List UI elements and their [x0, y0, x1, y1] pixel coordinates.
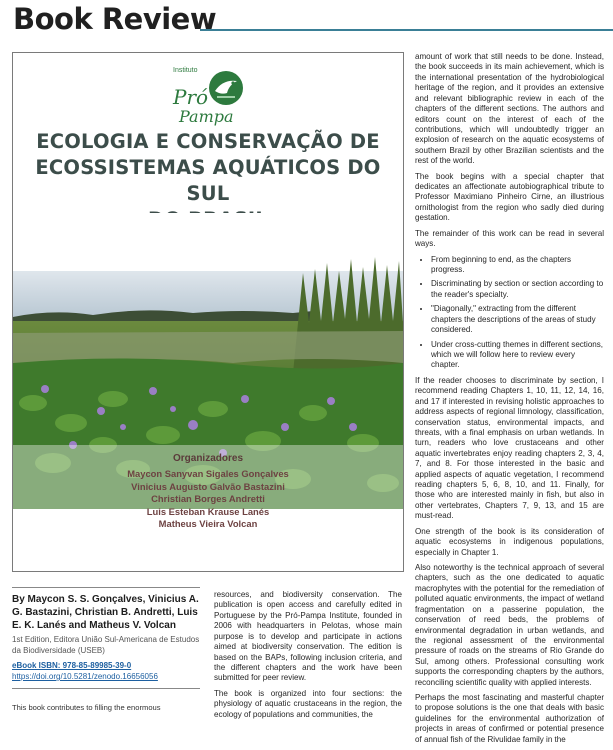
logo-pampa-label: Pampa	[179, 107, 234, 126]
credits-divider-top	[12, 587, 200, 588]
paragraph: One strength of the book is its consideration of aquatic ecosystems in indigenous populations, especially in Chapter 1.	[415, 526, 604, 557]
organizer-name: Luis Esteban Krause Lanés	[146, 505, 270, 517]
paragraph: amount of work that still needs to be done. Instead, the book succeeds in its main achievement, which is the international presentation of the hydrobiological heritage of the region, and it provides an extensive and relevant bibliographic review in each of the chapters of the different sections. The authors and editors count on the interest of each of the contributions, which will undoubtedly trigger an explosion of research on the aquatic ecosystems of southern Brazil by other Brazilian scientists and the rest of the world.	[415, 52, 604, 166]
organizer-name: Vinicius Augusto Galvão Bastazini	[131, 480, 285, 492]
paragraph: The remainder of this work can be read in several ways.	[415, 228, 604, 249]
paragraph: The book is organized into four sections: the physiology of aquatic crustaceans in the region, the ecology of populations and communities, the	[214, 688, 402, 719]
paragraph: The book begins with a special chapter that dedicates an affectionate autobiographical tribute to Professor Maximiano Pinheiro Cirne, an illustrious ornithologist from the region who sadly died during gestation.	[415, 171, 604, 223]
body-text-start: This book contributes to filling the enormous	[12, 703, 161, 712]
doi-link[interactable]: https://doi.org/10.5281/zenodo.16656056	[12, 672, 158, 681]
isbn-link[interactable]: eBook ISBN: 978-85-89985-39-0	[12, 661, 132, 670]
paragraph: resources, and biodiversity conservation. The publication is open access and carefully edited in Portuguese by the Pró-Pampa Institute, founded in 2006 with headquarters in Pelotas, whose main purpose is to develop and participate in actions aimed at biodiversity conservation. The edition is based on the BAPs, following inclusion criteria, and the different chapters and the work have been submitted for peer review.	[214, 590, 402, 683]
middle-column	[214, 590, 402, 725]
organizers-block	[13, 453, 403, 531]
credits-divider-bottom	[12, 688, 200, 689]
book-authors: By Maycon S. S. Gonçalves, Vinicius A. G. Bastazini, Christian B. Andretti, Luis E. K. Lanés and Matheus V. Volcan	[12, 594, 199, 632]
logo-institute-label: Instituto	[173, 67, 198, 74]
list-item: • Under cross-cutting themes in different sections, which we will follow here to review every chapter.	[431, 340, 604, 371]
paragraph: Also noteworthy is the technical approach of several chapters, such as the one dedicated to aquatic macrophytes with the potential for the remediation of polluted aquatic environments, the impact of wetland fragmentation on a passerine population, the conservation of reed beds, the problems of environmental degradation in urban wetlands, and the regional assessment of the environmental pressure of roads on the streams of Rio Grande do Sul, among others. Professional consulting work supports the corresponding chapters by the authors, reconciling scientific quality with applied interests.	[415, 562, 604, 687]
book-cover	[12, 52, 404, 572]
reading-ways-list	[415, 255, 604, 371]
right-column	[415, 52, 604, 750]
heading-rule	[200, 29, 613, 31]
cover-title-line: ECOLOGIA E CONSERVAÇÃO DE	[36, 130, 380, 153]
list-item: • Discriminating by section or section according to the reader's specialty.	[431, 279, 604, 300]
organizer-name: Matheus Vieira Volcan	[158, 518, 258, 530]
list-item: • "Diagonally," extracting from the different chapters the descriptions of the areas of study considered.	[431, 304, 604, 335]
paragraph: Perhaps the most fascinating and masterful chapter to propose solutions is the one that deals with basic guidelines for the environmental authorization of projects in areas of confirmed or potential presence of annual fish of the Rivulidae family in the	[415, 693, 604, 744]
book-edition: 1st Edition, Editora União Sul-Americana de Estudos da Biodiversidade (USEB)	[12, 635, 200, 655]
organizers-heading: Organizadores	[172, 453, 244, 464]
bird-logo-icon	[207, 69, 245, 107]
paragraph: If the reader chooses to discriminate by section, I recommend reading Chapters 1, 10, 11, 12, 14, 16, and 17 if interested in revising holistic approaches to address aspects of regional limnology, classification, conservation status, environmental impacts, and threats, with a final emphasis on urban wetlands. In turn, readers who love crustaceans and other aquatic invertebrates enjoy reading chapters 2, 3, 4, 7, and 8. For those interested in the basic and applied aspects of aquatic vegetation, I recommend reading chapters 5, 6, 8, 10, and 11. Finally, for those who are interested mainly in fish, but also in other vertebrates, Chapters 7, 9, 13, and 15 are must-read.	[415, 375, 604, 521]
cover-title-line: ECOSSISTEMAS AQUÁTICOS DO SUL	[35, 156, 381, 205]
page-heading: Book Review	[13, 2, 217, 36]
organizer-name: Christian Borges Andretti	[151, 493, 265, 505]
logo-pro-label: Pró	[173, 85, 209, 109]
list-item: • From beginning to end, as the chapters progress.	[431, 255, 604, 276]
organizer-name: Maycon Sanyvan Sigales Gonçalves	[127, 468, 289, 479]
